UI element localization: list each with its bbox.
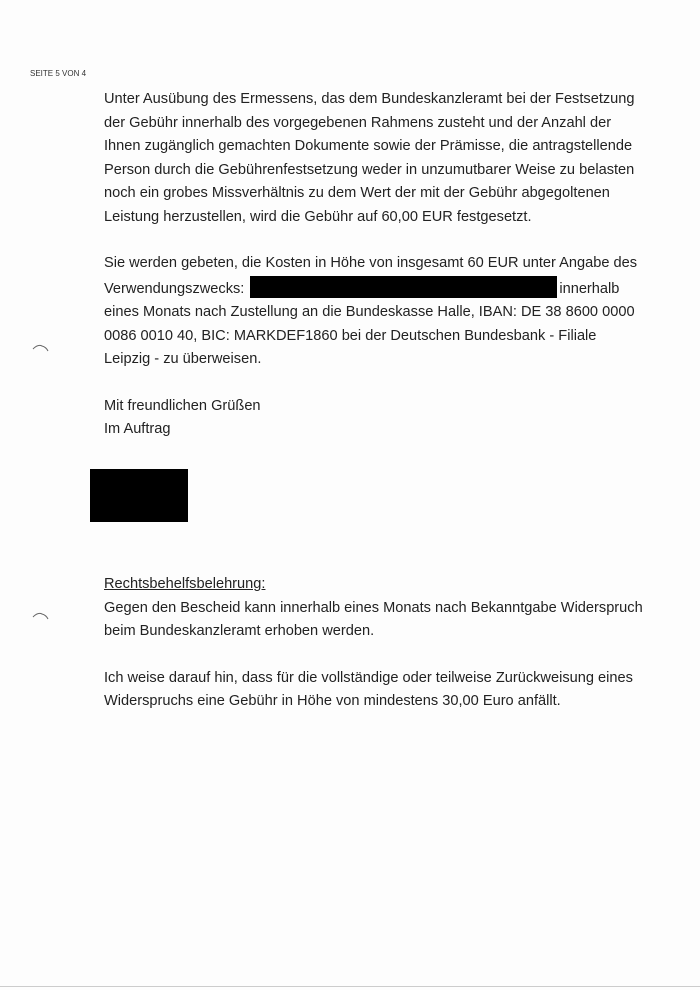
greeting: Mit freundlichen Grüßen xyxy=(104,397,261,414)
letter-body xyxy=(104,88,644,442)
text-fragment: innerhalb xyxy=(559,280,620,297)
text-line: Widerspruchs eine Gebühr in Höhe von mindestens 30,00 Euro anfällt. xyxy=(104,693,561,709)
text-line: eines Monats nach Zustellung an die Bundeskasse Halle, IBAN: DE 38 8600 0000 xyxy=(104,304,635,320)
signature-redaction xyxy=(90,469,188,522)
closing xyxy=(104,395,644,442)
legal-remedy-section xyxy=(104,573,644,714)
text-line-reference xyxy=(104,276,644,302)
text-line: Ich weise darauf hin, dass für die vollständige oder teilweise Zurückweisung eines xyxy=(104,669,633,686)
punch-mark-icon xyxy=(32,611,50,621)
paragraph-payment xyxy=(104,252,644,372)
text-line: Ihnen zugänglich gemachten Dokumente sowie der Prämisse, die antragstellende xyxy=(104,138,633,154)
text-line: Gegen den Bescheid kann innerhalb eines Monats nach Bekanntgabe Widerspruch xyxy=(104,599,643,616)
legal-remedy-block xyxy=(104,573,644,644)
text-line: Person durch die Gebührenfestsetzung weder in unzumutbarer Weise zu belasten xyxy=(104,161,635,178)
redaction-bar xyxy=(250,276,557,298)
page-number: SEITE 5 VON 4 xyxy=(30,69,87,78)
reference-label: Verwendungszwecks: xyxy=(104,280,245,297)
text-line: Leistung herzustellen, wird die Gebühr auf 60,00 EUR festgesetzt. xyxy=(104,208,532,225)
on-behalf: Im Auftrag xyxy=(104,421,171,437)
text-line: Sie werden gebeten, die Kosten in Höhe von insgesamt 60 EUR unter Angabe des xyxy=(104,255,638,271)
page-edge xyxy=(0,986,700,987)
paragraph-fee-decision xyxy=(104,88,644,229)
fee-note xyxy=(104,667,644,714)
text-line: der Gebühr innerhalb des vorgegebenen Rahmens zusteht und der Anzahl der xyxy=(104,114,612,131)
text-line: Leipzig - zu überweisen. xyxy=(104,351,262,367)
text-line: Unter Ausübung des Ermessens, das dem Bundeskanzleramt bei der Festsetzung xyxy=(104,91,635,107)
text-line: 0086 0010 40, BIC: MARKDEF1860 bei der Deutschen Bundesbank - Filiale xyxy=(104,327,597,344)
text-line: noch ein grobes Missverhältnis zu dem Wert der mit der Gebühr abgegoltenen xyxy=(104,185,610,201)
legal-remedy-heading: Rechtsbehelfsbelehrung: xyxy=(104,576,266,592)
text-line: beim Bundeskanzleramt erhoben werden. xyxy=(104,623,375,639)
punch-mark-icon xyxy=(32,343,50,353)
